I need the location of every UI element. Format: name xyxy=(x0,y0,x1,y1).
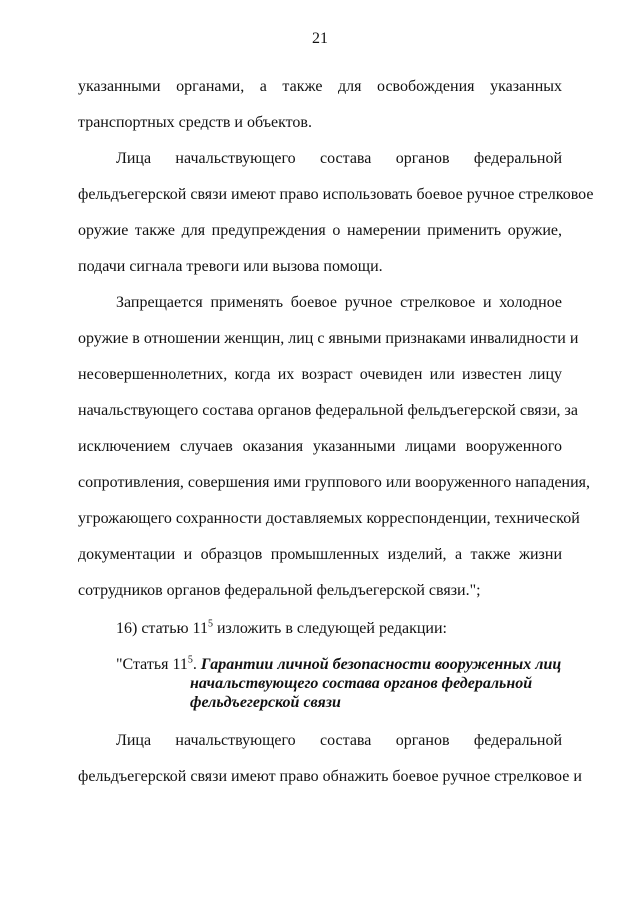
amendment-prefix: 16) статью 11 xyxy=(116,620,208,637)
amendment-superscript: 5 xyxy=(207,618,213,630)
text-line: документации и образцов промышленных изделий, а также жизни xyxy=(78,546,562,563)
text-line: оружие также для предупреждения о намерении применить оружие, xyxy=(78,222,562,239)
page-number: 21 xyxy=(312,30,328,47)
text-line: оружие в отношении женщин, лиц с явными признаками инвалидности и xyxy=(78,330,579,347)
text-line: Лица начальствующего состава органов федеральной xyxy=(116,732,562,749)
text-line: начальствующего состава органов федеральной фельдъегерской связи, за xyxy=(78,402,578,419)
article-dot: . xyxy=(192,656,197,673)
text-line: несовершеннолетних, когда их возраст очевиден или известен лицу xyxy=(78,366,562,383)
text-line: фельдъегерской связи имеют право использовать боевое ручное стрелковое xyxy=(78,186,594,203)
text-line: фельдъегерской связи имеют право обнажить боевое ручное стрелковое и xyxy=(78,768,582,785)
article-prefix: "Статья 11 xyxy=(116,656,188,673)
text-line: подачи сигнала тревоги или вызова помощи. xyxy=(78,258,383,275)
article-title: Гарантии личной безопасности вооруженных лиц xyxy=(200,656,562,673)
text-line: Запрещается применять боевое ручное стрелковое и холодное xyxy=(116,294,562,311)
text-line: угрожающего сохранности доставляемых корреспонденции, технической xyxy=(78,510,580,527)
text-line: сопротивления, совершения ими группового или вооруженного нападения, xyxy=(78,474,591,491)
text-line: указанными органами, а также для освобождения указанных xyxy=(78,78,562,95)
text-line: транспортных средств и объектов. xyxy=(78,114,312,131)
text-line: исключением случаев оказания указанными лицами вооруженного xyxy=(78,438,562,455)
article-heading xyxy=(116,655,561,674)
text-line: Лица начальствующего состава органов федеральной xyxy=(116,150,562,167)
amendment-suffix: изложить в следующей редакции: xyxy=(212,620,447,637)
article-title: фельдъегерской связи xyxy=(190,694,341,711)
article-title: начальствующего состава органов федеральной xyxy=(190,675,533,692)
amendment-item xyxy=(116,619,600,639)
text-line: сотрудников органов федеральной фельдъегерской связи."; xyxy=(78,582,481,599)
article-superscript: 5 xyxy=(187,654,193,666)
